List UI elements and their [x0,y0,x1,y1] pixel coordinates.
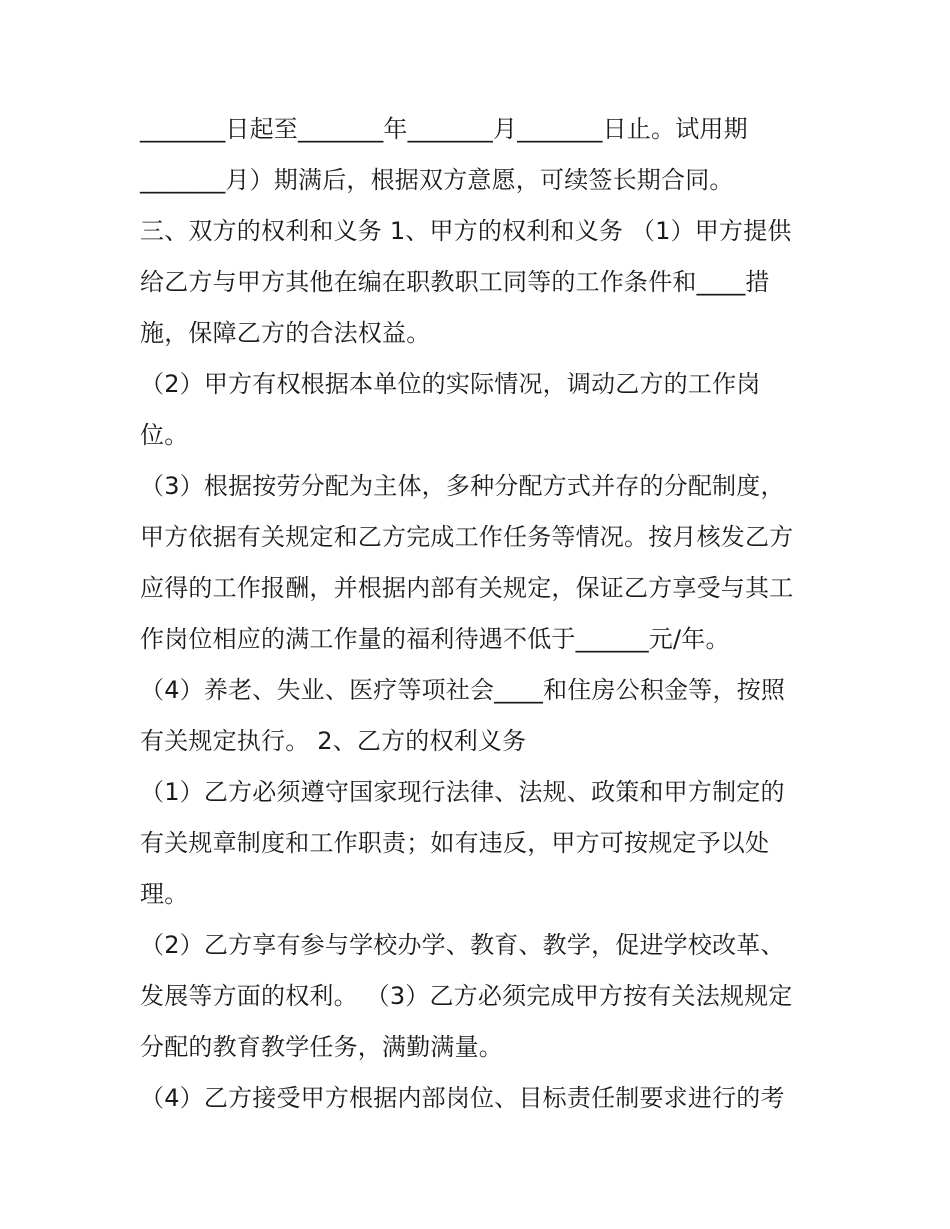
text-line: （2）甲方有权根据本单位的实际情况，调动乙方的工作岗 [140,370,761,398]
text-line: 有关规章制度和工作职责；如有违反，甲方可按规定予以处 [140,829,770,857]
text-line: 作岗位相应的满工作量的福利待遇不低于______元/年。 [140,625,730,653]
text-line: （3）根据按劳分配为主体，多种分配方式并存的分配制度， [140,472,785,500]
text-line: 三、双方的权利和义务 1、甲方的权利和义务 （1）甲方提供 [140,217,792,245]
text-line: 甲方依据有关规定和乙方完成工作任务等情况。按月核发乙方 [140,523,794,551]
text-line: 分配的教育教学任务，满勤满量。 [140,1033,503,1061]
text-line: _______月）期满后，根据双方意愿，可续签长期合同。 [140,166,734,194]
text-line: （1）乙方必须遵守国家现行法律、法规、政策和甲方制定的 [140,778,785,806]
text-line: 位。 [140,421,189,449]
text-line: 给乙方与甲方其他在编在职教职工同等的工作条件和____措 [140,268,770,296]
text-line: 施，保障乙方的合法权益。 [140,319,431,347]
text-line: 应得的工作报酬，并根据内部有关规定，保证乙方享受与其工 [140,574,794,602]
text-line: 发展等方面的权利。 （3）乙方必须完成甲方按有关法规规定 [140,982,793,1010]
text-line: _______日起至_______年_______月_______日止。试用期 [140,115,748,143]
document-body [140,108,830,1128]
text-line: 有关规定执行。 2、乙方的权利义务 [140,727,527,755]
text-line: （4）养老、失业、医疗等项社会____和住房公积金等，按照 [140,676,786,704]
text-line: （2）乙方享有参与学校办学、教育、教学，促进学校改革、 [140,931,785,959]
text-line: （4）乙方接受甲方根据内部岗位、目标责任制要求进行的考 [140,1084,785,1112]
text-line: 理。 [140,880,189,908]
